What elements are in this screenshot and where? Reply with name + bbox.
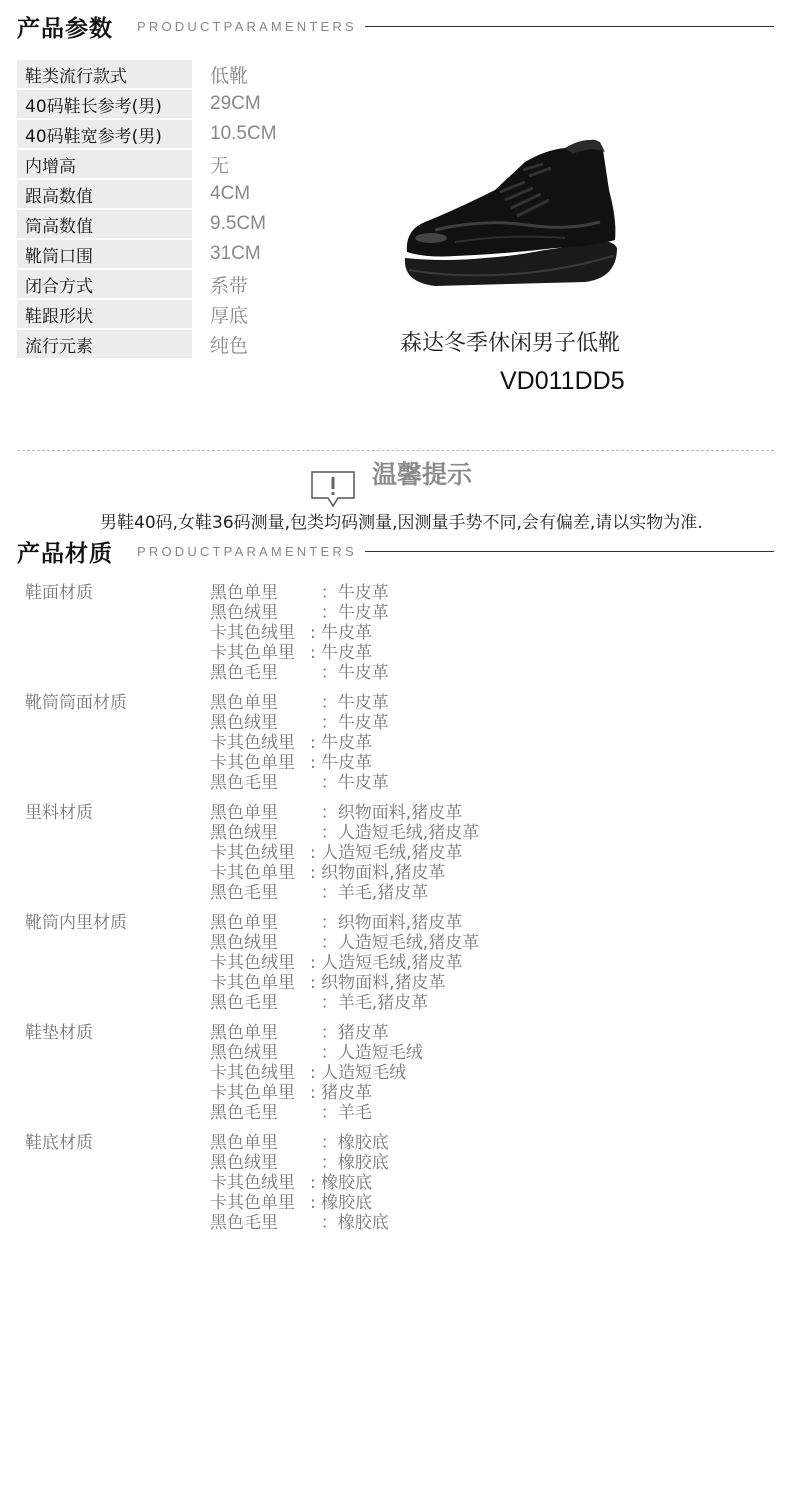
material-line: [210, 1103, 423, 1123]
material-value: 织物面料,猪皮革: [321, 863, 446, 883]
material-variant: 卡其色单里: [210, 863, 295, 883]
material-value: 猪皮革: [321, 1083, 373, 1103]
param-label: 靴筒口围: [17, 240, 192, 268]
material-value: 羊毛,猪皮革: [337, 993, 429, 1013]
material-group: [25, 913, 765, 1023]
param-row: [17, 119, 377, 149]
material-line: [210, 803, 479, 823]
material-value: 羊毛: [337, 1103, 372, 1123]
material-lines: [210, 693, 389, 803]
params-section-rule: [365, 26, 774, 27]
material-variant: 黑色绒里: [210, 713, 278, 733]
material-group: [25, 1023, 765, 1133]
param-value: 29CM: [210, 93, 261, 114]
materials-section-subtitle: PRODUCTPARAMENTERS: [137, 543, 357, 559]
materials-list: [25, 583, 765, 1243]
material-value: 牛皮革: [321, 643, 373, 663]
material-value: 橡胶底: [337, 1133, 389, 1153]
material-value: 人造短毛绒,猪皮革: [337, 823, 480, 843]
material-value: 织物面料,猪皮革: [321, 973, 446, 993]
product-code: VD011DD5: [500, 367, 625, 395]
material-group: [25, 803, 765, 913]
materials-section-header: [17, 536, 774, 566]
param-row: [17, 269, 377, 299]
material-variant: 卡其色单里: [210, 973, 295, 993]
material-value: 牛皮革: [337, 773, 389, 793]
param-label: 40码鞋宽参考(男): [17, 120, 192, 148]
material-separator: :: [310, 1063, 322, 1083]
material-separator: :: [310, 1173, 322, 1193]
material-line: [210, 733, 389, 753]
material-variant: 黑色单里: [210, 693, 278, 713]
material-variant: 卡其色单里: [210, 643, 295, 663]
material-variant: 黑色绒里: [210, 1153, 278, 1173]
material-variant: 黑色绒里: [210, 823, 278, 843]
material-separator: ：: [310, 1213, 338, 1233]
param-row: [17, 89, 377, 119]
material-lines: [210, 583, 389, 693]
param-row: [17, 299, 377, 329]
material-separator: ：: [310, 693, 338, 713]
material-line: [210, 1173, 389, 1193]
material-label: 靴筒内里材质: [25, 913, 127, 933]
material-value: 人造短毛绒,猪皮革: [337, 933, 480, 953]
material-variant: 卡其色绒里: [210, 1063, 295, 1083]
material-value: 织物面料,猪皮革: [337, 803, 463, 823]
material-variant: 卡其色单里: [210, 1083, 295, 1103]
param-row: [17, 209, 377, 239]
material-variant: 黑色单里: [210, 803, 278, 823]
params-section-subtitle: PRODUCTPARAMENTERS: [137, 18, 357, 34]
material-variant: 黑色毛里: [210, 1213, 278, 1233]
material-variant: 卡其色绒里: [210, 843, 295, 863]
material-value: 人造短毛绒: [337, 1043, 423, 1063]
shoe-illustration: [395, 130, 630, 295]
material-separator: ：: [310, 803, 338, 823]
param-value: 系带: [210, 275, 249, 297]
material-separator: :: [310, 643, 322, 663]
material-line: [210, 973, 479, 993]
param-label: 筒高数值: [17, 210, 192, 238]
material-separator: ：: [310, 993, 338, 1013]
material-value: 织物面料,猪皮革: [337, 913, 463, 933]
material-line: [210, 1083, 423, 1103]
materials-section-title: 产品材质: [17, 540, 113, 567]
material-lines: [210, 913, 479, 1023]
material-variant: 黑色单里: [210, 1023, 278, 1043]
param-label: 鞋类流行款式: [17, 60, 192, 88]
material-variant: 卡其色绒里: [210, 623, 295, 643]
materials-section-rule: [365, 551, 774, 552]
param-value: 31CM: [210, 243, 261, 264]
material-value: 牛皮革: [337, 713, 389, 733]
material-separator: ：: [310, 913, 338, 933]
material-separator: ：: [310, 823, 338, 843]
material-separator: ：: [310, 1023, 338, 1043]
param-label: 40码鞋长参考(男): [17, 90, 192, 118]
param-value: 低靴: [210, 65, 249, 87]
param-label: 闭合方式: [17, 270, 192, 298]
material-separator: ：: [310, 713, 338, 733]
material-line: [210, 643, 389, 663]
material-value: 牛皮革: [337, 663, 389, 683]
param-label: 内增高: [17, 150, 192, 178]
material-separator: ：: [310, 773, 338, 793]
material-value: 牛皮革: [337, 583, 389, 603]
material-separator: ：: [310, 883, 338, 903]
material-variant: 黑色毛里: [210, 663, 278, 683]
material-label: 鞋面材质: [25, 583, 93, 603]
material-line: [210, 843, 479, 863]
material-separator: :: [310, 953, 322, 973]
material-variant: 黑色单里: [210, 913, 278, 933]
param-value: 无: [210, 155, 230, 177]
material-variant: 卡其色绒里: [210, 733, 295, 753]
material-separator: :: [310, 1083, 322, 1103]
params-section-header: [17, 11, 774, 41]
material-value: 牛皮革: [321, 623, 373, 643]
param-row: [17, 239, 377, 269]
material-variant: 卡其色单里: [210, 753, 295, 773]
material-value: 牛皮革: [337, 603, 389, 623]
material-variant: 卡其色绒里: [210, 1173, 295, 1193]
param-value: 4CM: [210, 183, 251, 204]
material-value: 牛皮革: [321, 733, 373, 753]
param-value: 纯色: [210, 335, 249, 357]
material-line: [210, 603, 389, 623]
material-separator: ：: [310, 583, 338, 603]
material-line: [210, 753, 389, 773]
material-value: 羊毛,猪皮革: [337, 883, 429, 903]
material-value: 牛皮革: [321, 753, 373, 773]
material-variant: 卡其色单里: [210, 1193, 295, 1213]
material-separator: :: [310, 753, 322, 773]
material-group: [25, 583, 765, 693]
material-separator: ：: [310, 603, 338, 623]
material-variant: 黑色绒里: [210, 1043, 278, 1063]
material-label: 鞋底材质: [25, 1133, 93, 1153]
material-line: [210, 773, 389, 793]
material-separator: ：: [310, 1043, 338, 1063]
material-variant: 黑色单里: [210, 583, 278, 603]
params-table: [17, 59, 377, 359]
material-separator: :: [310, 863, 322, 883]
material-separator: ：: [310, 663, 338, 683]
material-line: [210, 823, 479, 843]
material-separator: :: [310, 733, 322, 753]
material-group: [25, 693, 765, 803]
material-variant: 卡其色绒里: [210, 953, 295, 973]
tip-text: 男鞋40码,女鞋36码测量,包类均码测量,因测量手势不同,会有偏差,请以实物为准.: [100, 513, 703, 533]
material-value: 人造短毛绒: [321, 1063, 407, 1083]
material-label: 靴筒筒面材质: [25, 693, 127, 713]
material-value: 橡胶底: [321, 1193, 373, 1213]
material-line: [210, 863, 479, 883]
product-shoe-image: [395, 130, 630, 295]
material-value: 猪皮革: [337, 1023, 389, 1043]
material-variant: 黑色毛里: [210, 883, 278, 903]
material-lines: [210, 1023, 423, 1133]
material-line: [210, 1043, 423, 1063]
material-variant: 黑色毛里: [210, 1103, 278, 1123]
material-line: [210, 1213, 389, 1233]
material-line: [210, 1023, 423, 1043]
dashed-divider: [17, 450, 774, 451]
material-separator: :: [310, 1193, 322, 1213]
material-line: [210, 623, 389, 643]
material-value: 橡胶底: [337, 1213, 389, 1233]
material-variant: 黑色毛里: [210, 993, 278, 1013]
material-separator: ：: [310, 1133, 338, 1153]
material-line: [210, 883, 479, 903]
param-value: 9.5CM: [210, 213, 266, 234]
material-label: 里料材质: [25, 803, 93, 823]
param-label: 流行元素: [17, 330, 192, 358]
material-line: [210, 693, 389, 713]
param-value: 10.5CM: [210, 123, 277, 144]
material-separator: :: [310, 973, 322, 993]
material-variant: 黑色毛里: [210, 773, 278, 793]
material-value: 人造短毛绒,猪皮革: [321, 953, 463, 973]
material-lines: [210, 1133, 389, 1243]
param-row: [17, 149, 377, 179]
material-separator: ：: [310, 1103, 338, 1123]
material-line: [210, 993, 479, 1013]
material-value: 牛皮革: [337, 693, 389, 713]
material-separator: :: [310, 623, 322, 643]
material-variant: 黑色单里: [210, 1133, 278, 1153]
material-line: [210, 913, 479, 933]
exclamation-speech-bubble-icon: [310, 470, 356, 510]
material-variant: 黑色绒里: [210, 603, 278, 623]
tip-title: 温馨提示: [372, 460, 473, 489]
param-label: 跟高数值: [17, 180, 192, 208]
material-value: 橡胶底: [321, 1173, 373, 1193]
material-line: [210, 663, 389, 683]
material-line: [210, 953, 479, 973]
material-line: [210, 1153, 389, 1173]
params-section-title: 产品参数: [17, 15, 113, 42]
material-value: 橡胶底: [337, 1153, 389, 1173]
material-separator: :: [310, 843, 322, 863]
material-line: [210, 1193, 389, 1213]
material-group: [25, 1133, 765, 1243]
material-label: 鞋垫材质: [25, 1023, 93, 1043]
material-line: [210, 583, 389, 603]
material-variant: 黑色绒里: [210, 933, 278, 953]
material-line: [210, 933, 479, 953]
material-separator: ：: [310, 933, 338, 953]
param-row: [17, 179, 377, 209]
material-separator: ：: [310, 1153, 338, 1173]
material-lines: [210, 803, 479, 913]
product-name: 森达冬季休闲男子低靴: [400, 331, 621, 356]
param-row: [17, 59, 377, 89]
param-row: [17, 329, 377, 359]
param-label: 鞋跟形状: [17, 300, 192, 328]
param-value: 厚底: [210, 305, 249, 327]
material-value: 人造短毛绒,猪皮革: [321, 843, 463, 863]
material-line: [210, 713, 389, 733]
material-line: [210, 1063, 423, 1083]
material-line: [210, 1133, 389, 1153]
